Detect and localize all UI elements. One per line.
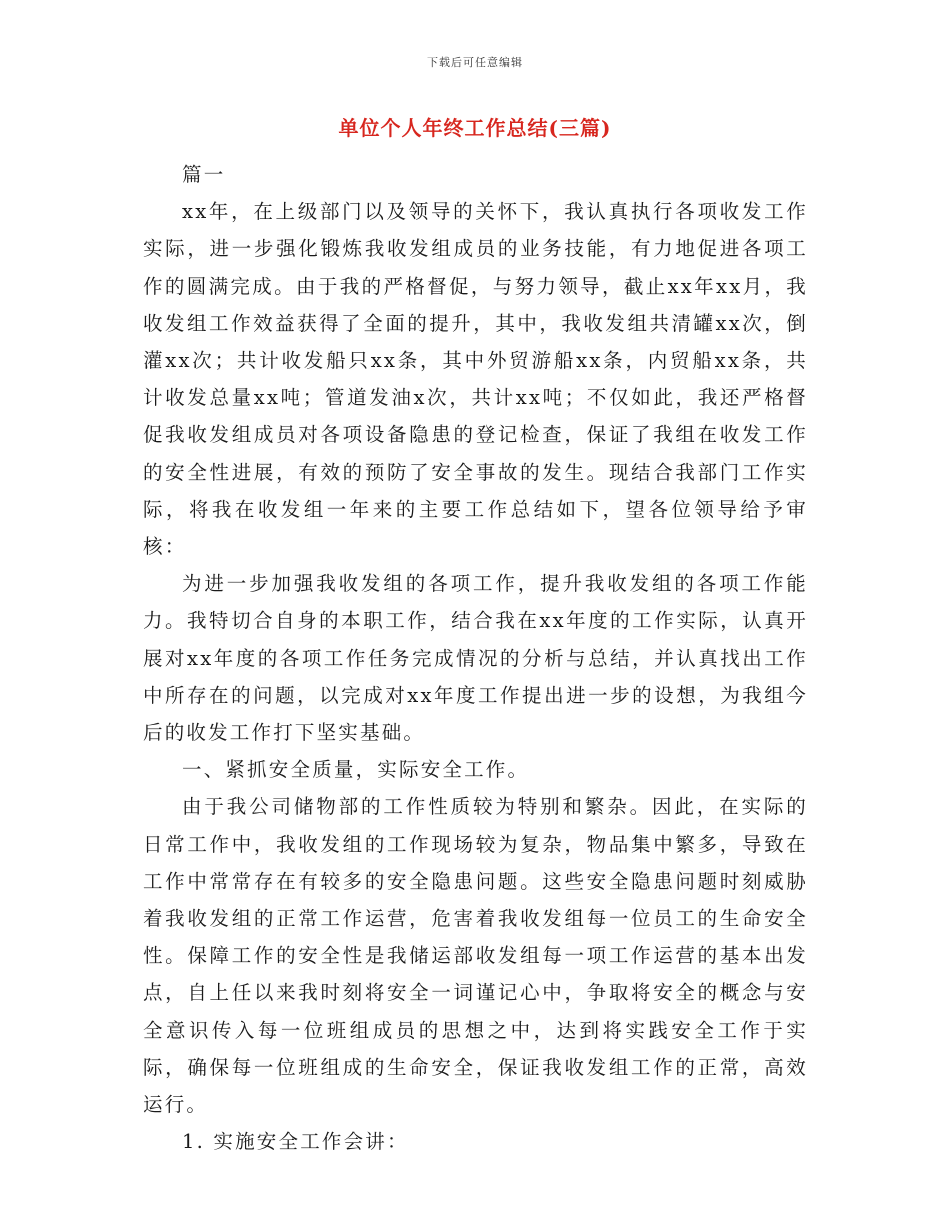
section-label: 篇一 (182, 163, 226, 186)
body-paragraph: xx年，在上级部门以及领导的关怀下，我认真执行各项收发工作实际，进一步强化锻炼我收发组成员的业务技能，有力地促进各项工作的圆满完成。由于我的严格督促，与努力领导，截止xx年xx月，我收发组工作效益获得了全面的提升，其中，我收发组共清罐xx次，倒灌xx次；共计收发船只xx条，其中外贸游船xx条，内贸船xx条，共计收发总量xx吨；管道发油x次，共计xx吨；不仅如此，我还严格督促我收发组成员对各项设备隐患的登记检查，保证了我组在收发工作的安全性进展，有效的预防了安全事故的发生。现结合我部门工作实际，将我在收发组一年来的主要工作总结如下，望各位领导给予审核： (143, 200, 808, 559)
document-title: 单位个人年终工作总结(三篇) (338, 116, 612, 140)
body-paragraph: 由于我公司储物部的工作性质较为特别和繁杂。因此，在实际的日常工作中，我收发组的工作现场较为复杂，物品集中繁多，导致在工作中常常存在有较多的安全隐患问题。这些安全隐患问题时刻威胁着我收发组的正常工作运营，危害着我收发组每一位员工的生命安全性。保障工作的安全性是我储运部收发组每一项工作运营的基本出发点，自上任以来我时刻将安全一词谨记心中，争取将安全的概念与安全意识传入每一位班组成员的思想之中，达到将实践安全工作于实际，确保每一位班组成的生命安全，保证我收发组工作的正常，高效运行。 (143, 795, 808, 1117)
section-heading: 一、紧抓安全质量，实际安全工作。 (182, 758, 530, 782)
subsection-heading: 1. 实施安全工作会讲： (182, 1130, 409, 1154)
body-paragraph: 为进一步加强我收发组的各项工作，提升我收发组的各项工作能力。我特切合自身的本职工作，结合我在xx年度的工作实际，认真开展对xx年度的各项工作任务完成情况的分析与总结，并认真找出工作中所存在的问题，以完成对xx年度工作提出进一步的设想，为我组今后的收发工作打下坚实基础。 (143, 572, 808, 745)
document-body (143, 156, 808, 1160)
header-note: 下载后可任意编辑 (427, 56, 523, 69)
